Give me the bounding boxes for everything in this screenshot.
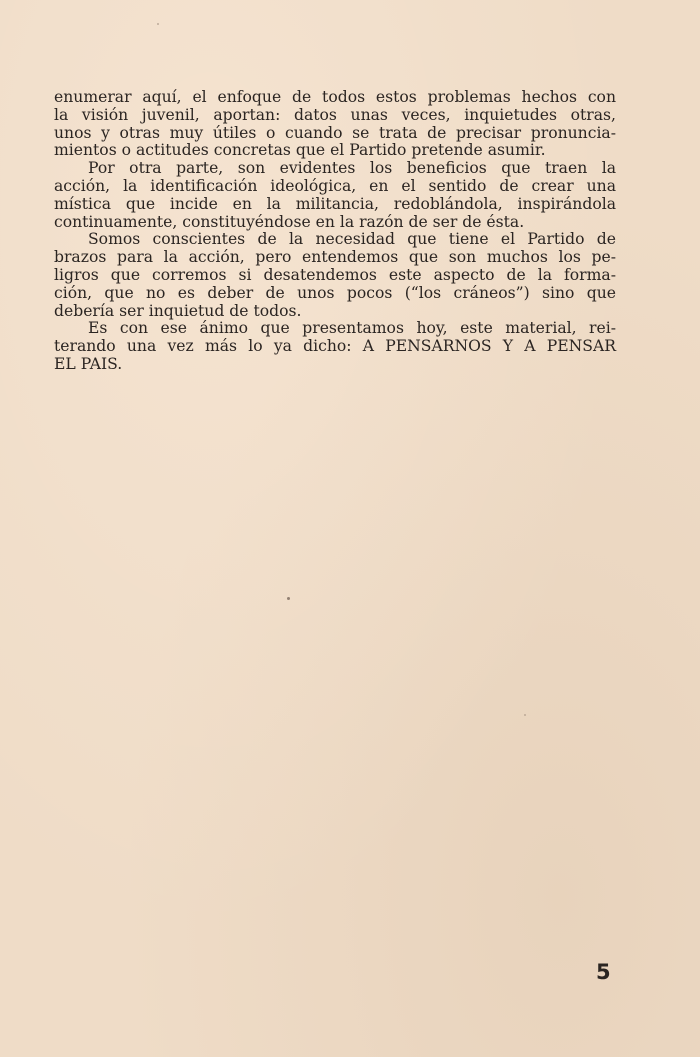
body-text — [54, 89, 616, 374]
text-line: debería ser inquietud de todos. — [54, 301, 302, 320]
text-line: mientos o actitudes concretas que el Partido pretende asumir. — [54, 141, 546, 160]
text-line: ligros que corremos si desatendemos este aspecto de la forma- — [54, 265, 616, 284]
text-line: mística que incide en la militancia, redoblándola, inspirándola — [54, 194, 616, 213]
text-line: terando una vez más lo ya dicho: A PENSARNOS Y A PENSAR — [54, 337, 616, 356]
text-line: acción, la identificación ideológica, en el sentido de crear una — [54, 176, 616, 195]
text-line: enumerar aquí, el enfoque de todos estos problemas hechos con — [54, 88, 616, 106]
text-line: la visión juvenil, aportan: datos unas veces, inquietudes otras, — [54, 105, 616, 124]
page-number: 5 — [596, 960, 611, 984]
paper-speck — [524, 714, 526, 716]
paper-speck — [157, 23, 159, 25]
text-line: unos y otras muy útiles o cuando se trata de precisar pronuncia- — [54, 123, 616, 142]
paper-speck — [287, 597, 290, 600]
text-line: brazos para la acción, pero entendemos que son muchos los pe- — [54, 248, 616, 267]
text-line: Somos conscientes de la necesidad que tiene el Partido de — [88, 230, 616, 249]
text-line: ción, que no es deber de unos pocos (“los cráneos”) sino que — [54, 283, 616, 302]
text-line: Es con ese ánimo que presentamos hoy, este material, rei- — [88, 319, 616, 338]
text-line: continuamente, constituyéndose en la razón de ser de ésta. — [54, 212, 525, 231]
text-line: Por otra parte, son evidentes los beneficios que traen la — [88, 159, 616, 178]
text-line: EL PAIS. — [54, 354, 123, 373]
